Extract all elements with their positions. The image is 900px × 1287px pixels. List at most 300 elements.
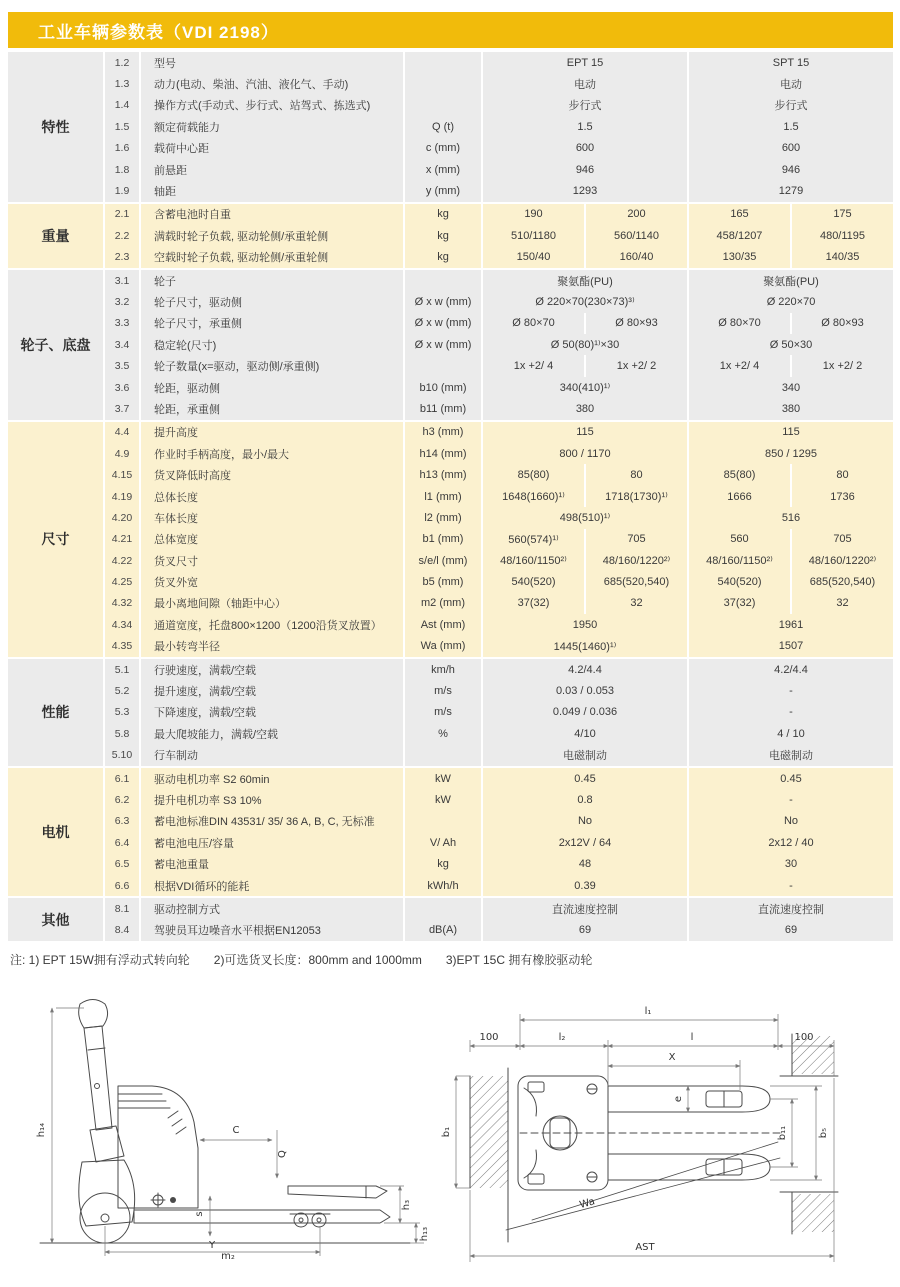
row-number: 5.10 <box>105 745 139 766</box>
row-number: 1.9 <box>105 180 139 201</box>
value-cell-ept <box>483 116 687 137</box>
dim-label-ast: AST <box>635 1242 655 1254</box>
row-description: 轮距，驱动侧 <box>141 377 403 398</box>
row-unit: Ø x w (mm) <box>405 334 481 355</box>
row-number: 4.22 <box>105 550 139 571</box>
section-label: 轮子、底盘 <box>8 270 103 420</box>
value: 80 <box>584 464 687 485</box>
section-label: 特性 <box>8 52 103 202</box>
table-row <box>105 138 893 159</box>
value-cell-ept <box>483 702 687 723</box>
dim-label-100-right: 100 <box>794 1032 814 1044</box>
value-cell-spt <box>689 920 893 941</box>
row-description: 货叉尺寸 <box>141 550 403 571</box>
section-rows <box>105 422 893 657</box>
title-bar <box>8 12 893 48</box>
value: 115 <box>576 426 594 439</box>
value: 0.8 <box>577 793 593 806</box>
dim-label-q: Q <box>277 1150 288 1158</box>
row-unit <box>405 270 481 291</box>
value: 946 <box>575 163 595 176</box>
dim-label-b5: b₅ <box>818 1127 829 1139</box>
value: 37(32) <box>723 597 756 610</box>
value: 48 <box>578 858 592 871</box>
value: 175 <box>790 204 893 225</box>
value: 498(510)¹⁾ <box>559 512 611 525</box>
section-rows <box>105 898 893 941</box>
value-cell-spt <box>689 789 893 810</box>
value-cell-spt <box>689 73 893 94</box>
value-cell-ept <box>483 247 687 268</box>
value-cell-spt <box>689 486 893 507</box>
value: 聚氨酯(PU) <box>557 275 613 288</box>
dim-label-e: e <box>673 1095 684 1103</box>
row-unit: c (mm) <box>405 138 481 159</box>
row-unit: V/ Ah <box>405 832 481 853</box>
value: 0.45 <box>574 772 596 785</box>
value-cell-ept <box>483 138 687 159</box>
row-unit: Ø x w (mm) <box>405 291 481 312</box>
value: 800 / 1170 <box>559 447 611 460</box>
section-rows <box>105 768 893 896</box>
row-number: 5.3 <box>105 702 139 723</box>
table-row <box>105 270 893 291</box>
value: 340 <box>781 381 801 394</box>
row-unit: l1 (mm) <box>405 486 481 507</box>
value: 0.39 <box>574 879 596 892</box>
value: 1x +2/ 4 <box>513 360 554 373</box>
value-cell-ept <box>483 920 687 941</box>
row-number: 6.2 <box>105 789 139 810</box>
row-description: 前悬距 <box>141 159 403 180</box>
value: 540(520) <box>717 576 762 589</box>
value: 85(80) <box>517 469 550 482</box>
value-cell-ept <box>483 204 687 225</box>
value: 直流速度控制 <box>758 903 824 916</box>
row-unit: h3 (mm) <box>405 422 481 443</box>
value: 电磁制动 <box>769 750 813 763</box>
value: 37(32) <box>517 597 550 610</box>
row-unit: h14 (mm) <box>405 443 481 464</box>
value: 600 <box>575 142 595 155</box>
row-description: 轮子数量(x=驱动，驱动侧/承重侧) <box>141 355 403 376</box>
row-description: 驱动控制方式 <box>141 898 403 919</box>
value: 600 <box>781 142 801 155</box>
value: 0.049 / 0.036 <box>552 706 618 719</box>
value-cell-ept <box>483 464 687 485</box>
value-cell-spt <box>689 507 893 528</box>
value: Ø 220×70(230×73)³⁾ <box>535 296 635 309</box>
table-row <box>105 723 893 744</box>
value: 4.2/4.4 <box>774 663 808 676</box>
value: - <box>789 879 793 892</box>
value: 1293 <box>572 185 598 198</box>
row-description: 动力(电动、柴油、汽油、液化气、手动) <box>141 73 403 94</box>
value: Ø 220×70 <box>766 295 816 308</box>
value-cell-ept <box>483 95 687 116</box>
row-unit: Ø x w (mm) <box>405 313 481 334</box>
row-number: 1.2 <box>105 52 139 73</box>
section-label: 电机 <box>8 768 103 896</box>
pallet-truck-side-outline <box>40 1000 410 1244</box>
row-unit: kW <box>405 789 481 810</box>
row-description: 最小转弯半径 <box>141 636 403 657</box>
row-unit <box>405 52 481 73</box>
row-unit: b5 (mm) <box>405 571 481 592</box>
row-number: 4.34 <box>105 614 139 635</box>
value-cell-spt <box>689 422 893 443</box>
value: 165 <box>730 208 749 221</box>
row-number: 5.8 <box>105 723 139 744</box>
row-description: 蓄电池电压/容量 <box>141 832 403 853</box>
table-row <box>105 898 893 919</box>
value-cell-spt <box>689 270 893 291</box>
row-unit: dB(A) <box>405 920 481 941</box>
value-cell-spt <box>689 745 893 766</box>
value-cell-ept <box>483 159 687 180</box>
row-number: 4.25 <box>105 571 139 592</box>
table-row <box>105 95 893 116</box>
row-description: 轮子尺寸，驱动侧 <box>141 291 403 312</box>
value: 560(574)¹⁾ <box>508 533 559 546</box>
value-cell-spt <box>689 593 893 614</box>
value: No <box>577 815 593 828</box>
row-description: 提升速度，满载/空载 <box>141 680 403 701</box>
dim-label-b11: b₁₁ <box>777 1125 788 1141</box>
dim-label-100-left: 100 <box>479 1032 499 1044</box>
row-unit <box>405 898 481 919</box>
row-description: 车体长度 <box>141 507 403 528</box>
value: 560 <box>730 533 749 546</box>
row-unit: m/s <box>405 680 481 701</box>
value: 2x12 / 40 <box>768 836 814 849</box>
value: 190 <box>524 208 543 221</box>
row-description: 最大爬坡能力，满载/空载 <box>141 723 403 744</box>
value: 1279 <box>778 185 804 198</box>
value: 140/35 <box>790 247 893 268</box>
value-cell-spt <box>689 377 893 398</box>
row-unit: Ast (mm) <box>405 614 481 635</box>
dim-label-wa: Wa <box>578 1196 597 1212</box>
row-description: 货叉外宽 <box>141 571 403 592</box>
section-rows <box>105 52 893 202</box>
table-section <box>8 898 893 941</box>
table-row <box>105 853 893 874</box>
value-cell-spt <box>689 659 893 680</box>
table-row <box>105 225 893 246</box>
value-cell-ept <box>483 571 687 592</box>
row-description: 最小离地间隙（轴距中心） <box>141 593 403 614</box>
value-cell-ept <box>483 73 687 94</box>
value: 电动 <box>780 79 802 92</box>
row-number: 2.1 <box>105 204 139 225</box>
dim-label-y: Y <box>208 1240 216 1252</box>
row-unit: b1 (mm) <box>405 529 481 550</box>
value-cell-spt <box>689 571 893 592</box>
table-row <box>105 443 893 464</box>
table-row <box>105 355 893 376</box>
dim-label-c: C <box>232 1125 240 1137</box>
row-description: 操作方式(手动式、步行式、站驾式、拣选式) <box>141 95 403 116</box>
table-row <box>105 550 893 571</box>
row-description: 轮子 <box>141 270 403 291</box>
value: SPT 15 <box>772 56 810 69</box>
row-number: 4.35 <box>105 636 139 657</box>
row-unit: s/e/l (mm) <box>405 550 481 571</box>
value-cell-spt <box>689 702 893 723</box>
table-row <box>105 422 893 443</box>
value-cell-ept <box>483 723 687 744</box>
row-number: 8.4 <box>105 920 139 941</box>
row-description: 稳定轮(尺寸) <box>141 334 403 355</box>
value: 聚氨酯(PU) <box>763 275 819 288</box>
top-view-drawing <box>440 990 898 1275</box>
value-cell-spt <box>689 614 893 635</box>
section-rows <box>105 659 893 766</box>
row-unit: kg <box>405 853 481 874</box>
value: 516 <box>781 511 801 524</box>
row-unit: b10 (mm) <box>405 377 481 398</box>
page-title: 工业车辆参数表（VDI 2198） <box>38 22 279 42</box>
dim-label-h3: h₃ <box>401 1199 412 1211</box>
row-description: 总体宽度 <box>141 529 403 550</box>
value: 850 / 1295 <box>765 447 817 460</box>
value: 4/10 <box>574 727 596 740</box>
row-description: 提升高度 <box>141 422 403 443</box>
value: 1950 <box>572 618 598 631</box>
section-label: 重量 <box>8 204 103 268</box>
row-unit: Q (t) <box>405 116 481 137</box>
row-number: 4.4 <box>105 422 139 443</box>
row-number: 6.4 <box>105 832 139 853</box>
value: - <box>789 685 793 698</box>
row-number: 6.6 <box>105 875 139 896</box>
row-number: 4.21 <box>105 529 139 550</box>
value: 340(410)¹⁾ <box>559 382 611 395</box>
row-description: 提升电机功率 S3 10% <box>141 789 403 810</box>
row-description: 蓄电池标准DIN 43531/ 35/ 36 A, B, C, 无标准 <box>141 811 403 832</box>
row-number: 4.9 <box>105 443 139 464</box>
value: 380 <box>781 402 801 415</box>
value: 1.5 <box>783 120 799 133</box>
table-section <box>8 422 893 657</box>
table-section <box>8 768 893 896</box>
value: 48/160/1150²⁾ <box>706 555 773 568</box>
row-number: 4.15 <box>105 464 139 485</box>
row-unit: x (mm) <box>405 159 481 180</box>
row-number: 3.6 <box>105 377 139 398</box>
row-unit: y (mm) <box>405 180 481 201</box>
value: 458/1207 <box>716 229 763 242</box>
row-description: 根据VDI循环的能耗 <box>141 875 403 896</box>
value-cell-ept <box>483 768 687 789</box>
row-description: 驾驶员耳边噪音水平根据EN12053 <box>141 920 403 941</box>
value: - <box>789 706 793 719</box>
row-description: 空载时轮子负载, 驱动轮侧/承重轮侧 <box>141 247 403 268</box>
value: 130/35 <box>722 251 757 264</box>
value: 48/160/1220²⁾ <box>584 550 687 571</box>
row-number: 6.1 <box>105 768 139 789</box>
value: 200 <box>584 204 687 225</box>
section-rows <box>105 270 893 420</box>
row-unit: km/h <box>405 659 481 680</box>
value-cell-ept <box>483 443 687 464</box>
spec-table <box>8 52 893 941</box>
value: 160/40 <box>584 247 687 268</box>
table-row <box>105 702 893 723</box>
row-number: 3.3 <box>105 313 139 334</box>
table-row <box>105 745 893 766</box>
row-number: 1.3 <box>105 73 139 94</box>
row-unit <box>405 745 481 766</box>
value-cell-spt <box>689 768 893 789</box>
table-row <box>105 159 893 180</box>
row-unit: kW <box>405 768 481 789</box>
row-description: 通道宽度，托盘800×1200（1200沿货叉放置） <box>141 614 403 635</box>
value: Ø 50(80)¹⁾×30 <box>550 339 620 352</box>
value-cell-ept <box>483 377 687 398</box>
value-cell-spt <box>689 832 893 853</box>
value: 2x12V / 64 <box>558 836 612 849</box>
row-number: 3.7 <box>105 398 139 419</box>
value-cell-ept <box>483 636 687 657</box>
row-unit: m2 (mm) <box>405 593 481 614</box>
row-description: 轴距 <box>141 180 403 201</box>
value: 685(520,540) <box>790 571 893 592</box>
table-row <box>105 464 893 485</box>
table-row <box>105 334 893 355</box>
value-cell-ept <box>483 334 687 355</box>
value-cell-ept <box>483 52 687 73</box>
footnote: 注: 1) EPT 15W拥有浮动式转向轮 2)可选货叉长度：800mm and 1000mm 3)EPT 15C 拥有橡胶驱动轮 <box>10 953 593 968</box>
value-cell-ept <box>483 614 687 635</box>
value-cell-ept <box>483 422 687 443</box>
table-row <box>105 811 893 832</box>
row-description: 作业时手柄高度，最小/最大 <box>141 443 403 464</box>
value: 115 <box>782 426 800 439</box>
value: 946 <box>781 163 801 176</box>
row-number: 4.19 <box>105 486 139 507</box>
value-cell-spt <box>689 464 893 485</box>
value: 48/160/1150²⁾ <box>500 555 567 568</box>
table-row <box>105 52 893 73</box>
row-unit: l2 (mm) <box>405 507 481 528</box>
value-cell-spt <box>689 853 893 874</box>
value: Ø 80×93 <box>790 313 893 334</box>
value-cell-spt <box>689 204 893 225</box>
drawings <box>0 990 900 1275</box>
value: 48/160/1220²⁾ <box>790 550 893 571</box>
table-row <box>105 507 893 528</box>
row-description: 载荷中心距 <box>141 138 403 159</box>
value-cell-spt <box>689 355 893 376</box>
value: 80 <box>790 464 893 485</box>
value: 0.45 <box>780 772 802 785</box>
section-label: 性能 <box>8 659 103 766</box>
row-number: 1.6 <box>105 138 139 159</box>
row-unit: Wa (mm) <box>405 636 481 657</box>
dim-label-l: l <box>690 1032 694 1044</box>
value: 480/1195 <box>790 225 893 246</box>
row-unit: kWh/h <box>405 875 481 896</box>
dim-label-h13: h₁₃ <box>419 1226 430 1242</box>
value-cell-ept <box>483 270 687 291</box>
table-row <box>105 529 893 550</box>
value-cell-spt <box>689 875 893 896</box>
value: 步行式 <box>774 100 808 113</box>
value: 步行式 <box>568 100 602 113</box>
table-row <box>105 247 893 268</box>
value-cell-spt <box>689 116 893 137</box>
value: 705 <box>790 529 893 550</box>
value: 1718(1730)¹⁾ <box>584 486 687 507</box>
dim-label-s: s <box>194 1211 205 1217</box>
value: No <box>783 815 799 828</box>
value: 1x +2/ 2 <box>790 355 893 376</box>
row-number: 1.5 <box>105 116 139 137</box>
value-cell-ept <box>483 853 687 874</box>
row-number: 2.3 <box>105 247 139 268</box>
row-unit: b11 (mm) <box>405 398 481 419</box>
value-cell-spt <box>689 225 893 246</box>
value: 685(520,540) <box>584 571 687 592</box>
value: 直流速度控制 <box>552 903 618 916</box>
value: 1736 <box>790 486 893 507</box>
row-unit: m/s <box>405 702 481 723</box>
value-cell-spt <box>689 138 893 159</box>
table-row <box>105 593 893 614</box>
dim-label-x: X <box>668 1052 676 1064</box>
section-label: 尺寸 <box>8 422 103 657</box>
value-cell-spt <box>689 52 893 73</box>
value-cell-spt <box>689 529 893 550</box>
table-row <box>105 659 893 680</box>
row-unit <box>405 355 481 376</box>
value-cell-ept <box>483 291 687 312</box>
value-cell-ept <box>483 225 687 246</box>
spec-sheet-page <box>0 12 900 1287</box>
row-number: 6.3 <box>105 811 139 832</box>
value-cell-spt <box>689 95 893 116</box>
row-description: 驱动电机功率 S2 60min <box>141 768 403 789</box>
row-number: 3.2 <box>105 291 139 312</box>
value: 4 / 10 <box>777 727 805 740</box>
value-cell-spt <box>689 550 893 571</box>
value: 69 <box>784 924 798 937</box>
row-number: 3.5 <box>105 355 139 376</box>
row-description: 货叉降低时高度 <box>141 464 403 485</box>
value: Ø 80×70 <box>512 317 555 330</box>
value-cell-spt <box>689 443 893 464</box>
table-row <box>105 789 893 810</box>
section-label: 其他 <box>8 898 103 941</box>
value: 32 <box>790 593 893 614</box>
value: 150/40 <box>516 251 551 264</box>
value-cell-ept <box>483 507 687 528</box>
table-row <box>105 204 893 225</box>
row-description: 轮距，承重侧 <box>141 398 403 419</box>
value-cell-spt <box>689 898 893 919</box>
value: 0.03 / 0.053 <box>555 685 615 698</box>
value: 510/1180 <box>510 229 557 242</box>
value: 1666 <box>727 490 752 503</box>
value: 32 <box>584 593 687 614</box>
table-row <box>105 377 893 398</box>
row-description: 行车制动 <box>141 745 403 766</box>
row-description: 满载时轮子负载, 驱动轮侧/承重轮侧 <box>141 225 403 246</box>
value-cell-ept <box>483 593 687 614</box>
row-description: 型号 <box>141 52 403 73</box>
